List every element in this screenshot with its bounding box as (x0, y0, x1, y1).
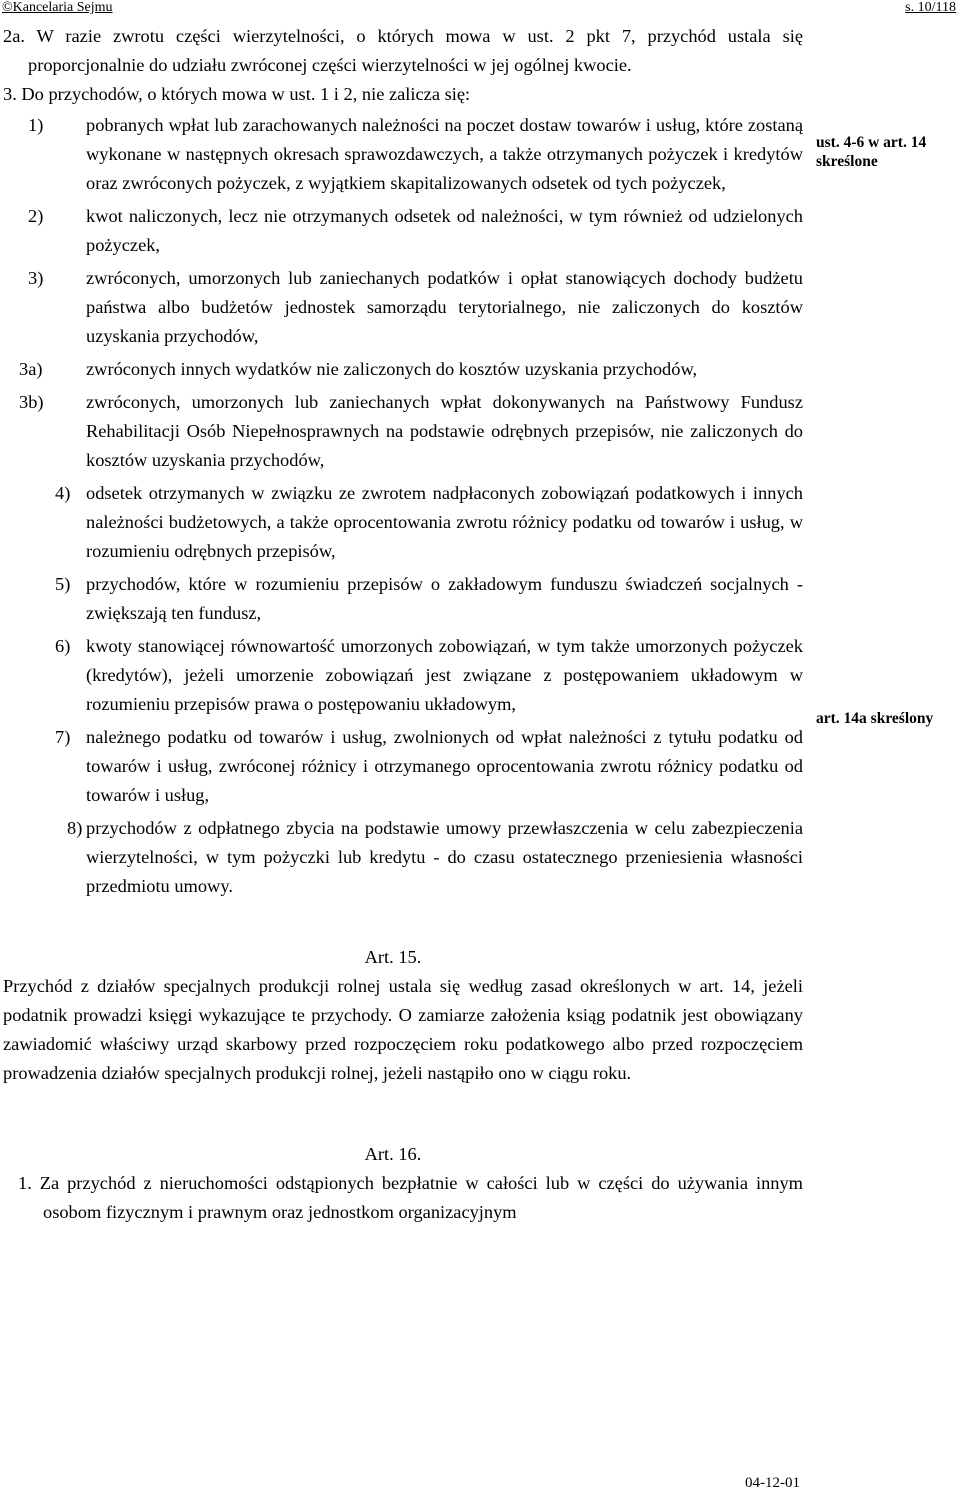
list-item (3, 814, 803, 901)
list-item (3, 111, 803, 198)
page-number: s. 10/118 (905, 0, 956, 15)
header-left[interactable] (2, 0, 113, 16)
list-item (3, 570, 803, 628)
margin-note-art14a: art. 14a skreślony (816, 710, 934, 727)
item-number: 3) (28, 268, 44, 288)
item-number: 3a) (19, 359, 43, 379)
document-body (3, 22, 803, 1227)
list-item (3, 632, 803, 719)
margin-note-art14 (816, 133, 926, 171)
item-number: 2) (28, 206, 44, 226)
margin-note-line: ust. 4-6 w art. 14 (816, 134, 927, 151)
item-number: 6) (55, 636, 71, 656)
article-15-text: Przychód z działów specjalnych produkcji rolnej ustala się według zasad określonych w art. 14, jeżeli podatnik prowadzi księgi wykazujące te przychody. O zamiarze założenia ksiąg podatnik jest obowiązany zawiadomić właściwy urząd skarbowy przed rozpoczęciem roku podatkowego albo przed rozpoczęciem prowadzenia działów specjalnych produkcji rolnej, jeżeli nastąpiło ono w ciągu roku. (3, 976, 803, 1083)
item-text: pobranych wpłat lub zarachowanych należności na poczet dostaw towarów i usług, które zostaną wykonane w następnych okresach sprawozdawczych, a także otrzymanych pożyczek i kredytów oraz zwróconych pożyczek, z wyjątkiem skapitalizowanych odsetek od tych pożyczek, (86, 115, 803, 193)
paragraph-3: 3. Do przychodów, o których mowa w ust. 1 i 2, nie zalicza się: (3, 84, 471, 104)
item-number: 4) (55, 483, 71, 503)
item-number: 5) (55, 574, 71, 594)
item-text: przychodów z odpłatnego zbycia na podstawie umowy przewłaszczenia w celu zabezpieczenia wierzytelności, w tym pożyczki lub kredytu - do czasu ostatecznego przeniesienia własności przedmiotu umowy. (86, 818, 803, 896)
list-item (3, 355, 803, 384)
list-item (3, 264, 803, 351)
header-right (905, 0, 956, 16)
article-15-heading: Art. 15. (364, 947, 422, 967)
item-text: kwoty stanowiącej równowartość umorzonych zobowiązań, w tym także umorzonych pożyczek (kredytów), jeżeli umorzenie zobowiązań jest związane z postępowaniem układowym w rozumieniu przepisów prawa o postępowaniu układowym, (86, 636, 803, 714)
margin-note-line: skreślone (816, 153, 878, 170)
list-item (3, 388, 803, 475)
item-text: zwróconych, umorzonych lub zaniechanych wpłat dokonywanych na Państwowy Fundusz Rehabilitacji Osób Niepełnosprawnych na podstawie odrębnych przepisów, nie zaliczonych do kosztów uzyskania przychodów, (86, 392, 803, 470)
item-text: odsetek otrzymanych w związku ze zwrotem nadpłaconych zobowiązań podatkowych i innych należności budżetowych, a także oprocentowania zwrotu różnicy podatku od towarów i usług, w rozumieniu odrębnych przepisów, (86, 483, 803, 561)
item-text: kwot naliczonych, lecz nie otrzymanych odsetek od należności, w tym również od udzielonych pożyczek, (86, 206, 803, 255)
item-text: przychodów, które w rozumieniu przepisów o zakładowym funduszu świadczeń socjalnych - zwiększają ten fundusz, (86, 574, 803, 623)
paragraph-2a: 2a. W razie zwrotu części wierzytelności, o których mowa w ust. 2 pkt 7, przychód ustala się proporcjonalnie do udziału zwróconej części wierzytelności w jej ogólnej kwocie. (3, 26, 803, 75)
item-number: 1) (28, 115, 44, 135)
item-number: 3b) (19, 392, 44, 412)
item-number: 8) (67, 818, 83, 838)
item-text: zwróconych, umorzonych lub zaniechanych podatków i opłat stanowiących dochody budżetu państwa albo budżetów jednostek samorządu terytorialnego, nie zaliczonych do kosztów uzyskania przychodów, (86, 268, 803, 346)
list-item (3, 202, 803, 260)
kancelaria-link[interactable]: ©Kancelaria Sejmu (2, 0, 113, 15)
footer-date: 04-12-01 (745, 1475, 800, 1491)
list-item (3, 479, 803, 566)
item-number: 7) (55, 727, 71, 747)
item-text: należnego podatku od towarów i usług, zwolnionych od wpłat należności z tytułu podatku od towarów i usług, zwróconej różnicy i otrzymanego oprocentowania zwrotu różnicy podatku od towarów i usług, (86, 727, 803, 805)
item-text: zwróconych innych wydatków nie zaliczonych do kosztów uzyskania przychodów, (86, 359, 698, 379)
article-16-paragraph-1: 1. Za przychód z nieruchomości odstąpionych bezpłatnie w całości lub w części do używania innym osobom fizycznym i prawnym oraz jednostkom organizacyjnym (18, 1173, 803, 1222)
list-item (3, 723, 803, 810)
article-16-heading: Art. 16. (364, 1144, 422, 1164)
exclusions-list (3, 111, 803, 901)
